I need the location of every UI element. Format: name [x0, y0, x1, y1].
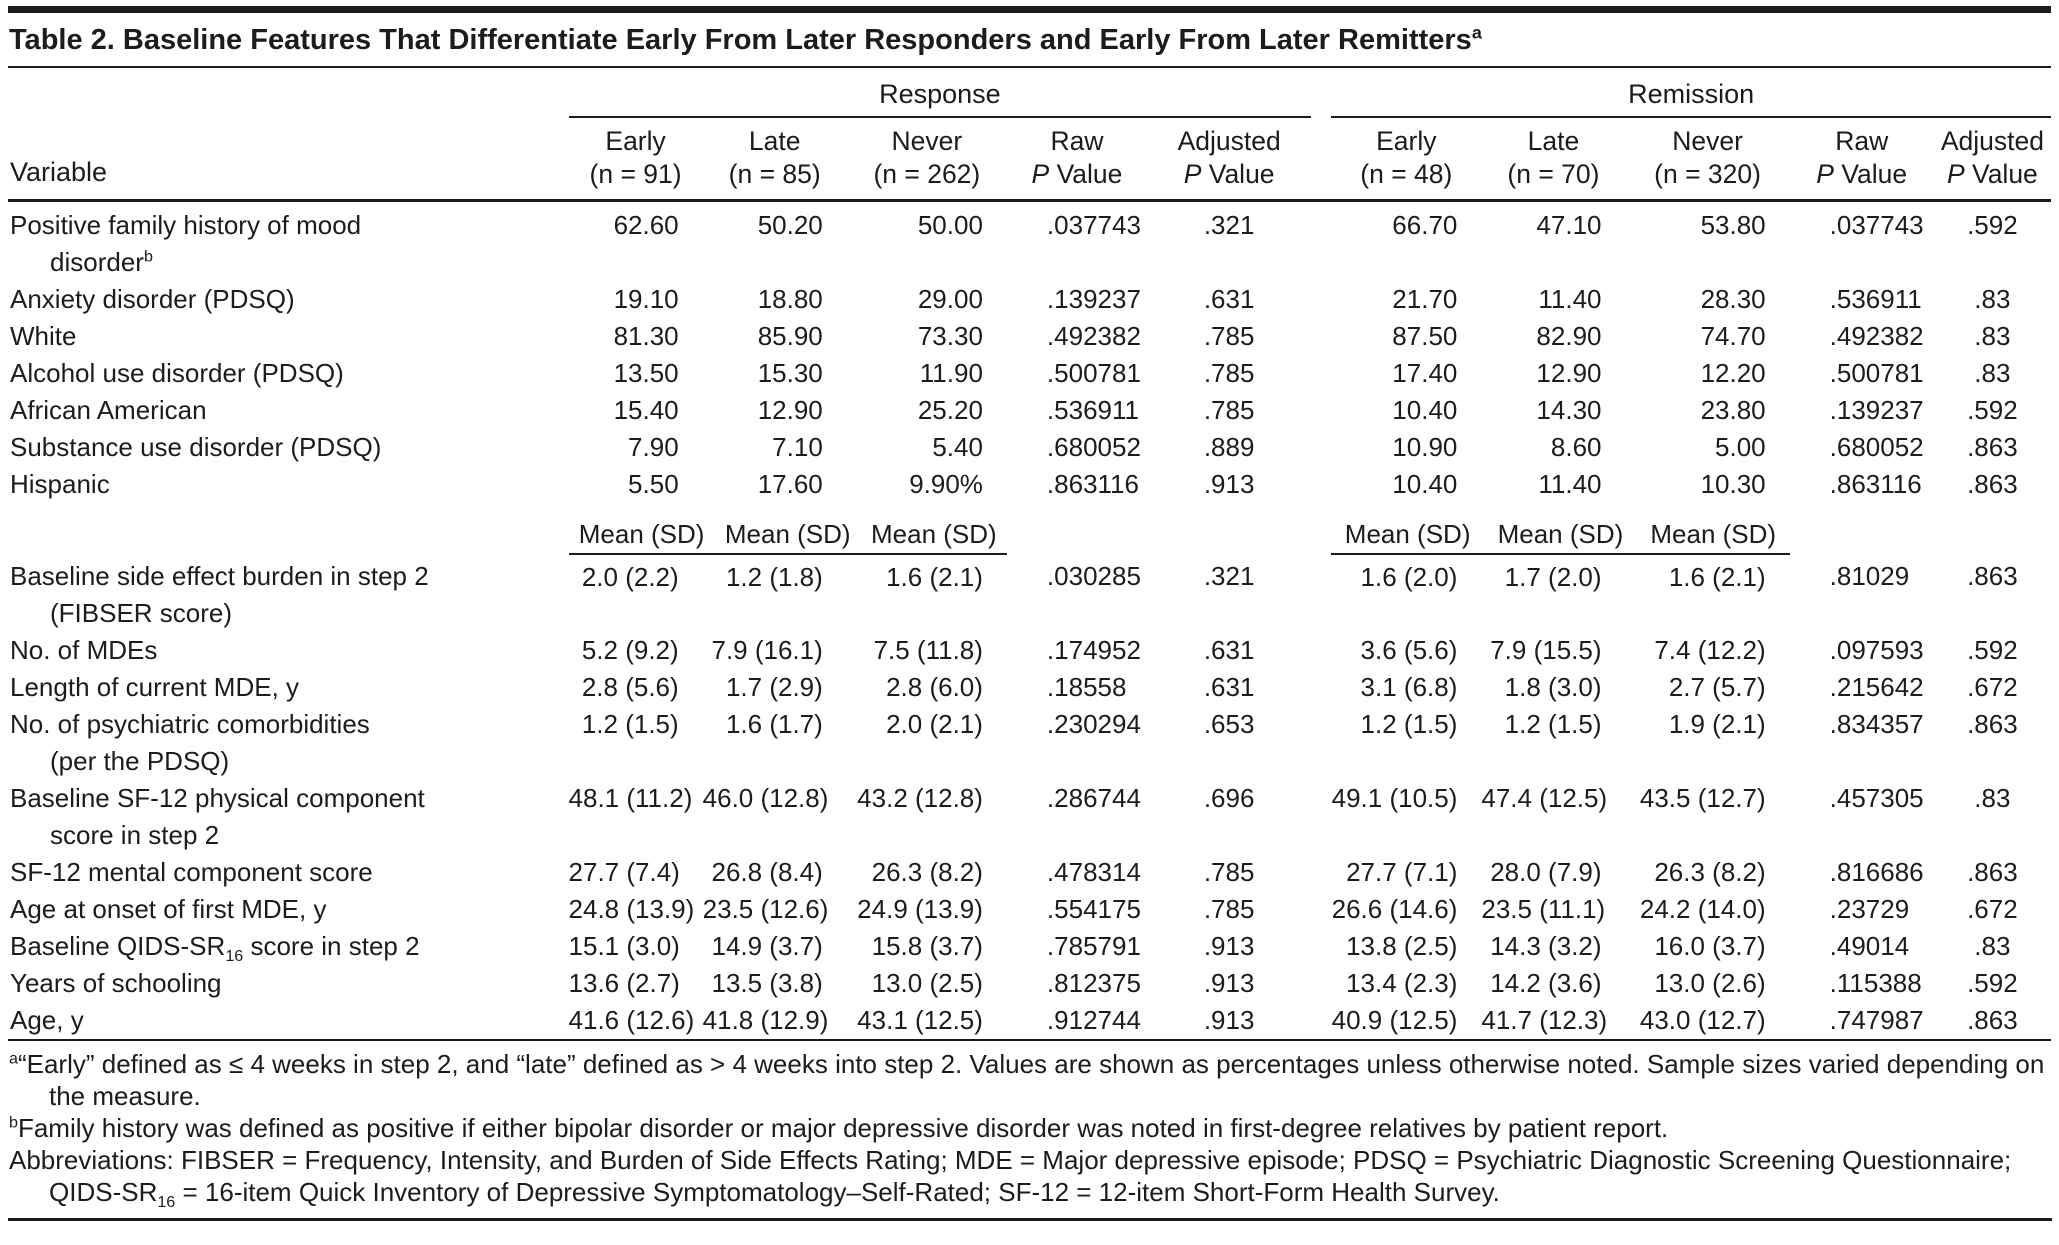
cell-response-late: 17.60 [757, 469, 823, 499]
table-row [8, 554, 2051, 632]
table-row [8, 281, 2051, 318]
cell-response-late: 50.20 [757, 210, 823, 240]
column-spacer [1311, 1002, 1331, 1040]
row-label: African American [10, 395, 207, 425]
column-header-remission-early: Early (n = 48) [1331, 117, 1481, 201]
cell-remission-raw-p: .500781 [1829, 358, 1924, 388]
cell-remission-early: 40.9 (12.5) [1331, 1002, 1481, 1040]
cell-remission-raw-p: .139237 [1829, 395, 1924, 425]
cell-response-early: 27.7 (7.4) [568, 857, 680, 887]
cell-response-raw-p: .037743 [1046, 210, 1141, 240]
cell-response-early: 81.30 [613, 321, 679, 351]
cell-response-raw-p: .18558 [1046, 672, 1127, 702]
column-spacer [1311, 429, 1331, 466]
row-label: White [10, 321, 77, 351]
cell-remission-late: 47.4 (12.5) [1481, 783, 1608, 813]
cell-remission-never: 28.30 [1700, 284, 1766, 314]
mean-sd-remission: Mean (SD) Mean (SD) Mean (SD) [1331, 503, 1789, 554]
cell-response-adjusted-p: .321 [1203, 561, 1255, 591]
cell-remission-raw-p: .536911 [1829, 284, 1922, 314]
cell-remission-adjusted-p: .863 [1967, 432, 2018, 462]
column-header-response-late: Late (n = 85) [703, 117, 847, 201]
cell-remission-never: 1.6 (2.1) [1668, 562, 1766, 592]
cell-remission-never: 13.0 (2.6) [1654, 968, 1766, 998]
cell-remission-raw-p: .115388 [1829, 968, 1922, 998]
cell-remission-adjusted-p: .672 [1967, 672, 2018, 702]
cell-response-raw-p: .286744 [1046, 783, 1141, 813]
column-spacer [1311, 466, 1331, 503]
table-row [8, 928, 2051, 965]
cell-response-late: 23.5 (12.6) [702, 894, 829, 924]
cell-remission-late: 12.90 [1536, 358, 1602, 388]
cell-remission-late: 14.3 (3.2) [1490, 931, 1602, 961]
cell-remission-never: 24.2 (14.0) [1639, 894, 1766, 924]
cell-response-never: 43.1 (12.5) [847, 1002, 1007, 1040]
table-title-footnote-marker: a [1471, 22, 1482, 43]
column-header-remission-never: Never (n = 320) [1626, 117, 1790, 201]
cell-response-adjusted-p: .785 [1203, 857, 1255, 887]
cell-response-early: 62.60 [613, 210, 679, 240]
cell-response-adjusted-p: .631 [1203, 672, 1255, 702]
cell-remission-early: 1.2 (1.5) [1360, 709, 1458, 739]
table-row [8, 466, 2051, 503]
cell-remission-never: 26.3 (8.2) [1654, 857, 1766, 887]
cell-response-late: 15.30 [757, 358, 823, 388]
cell-remission-early: 49.1 (10.5) [1331, 783, 1458, 813]
cell-response-adjusted-p: .631 [1203, 635, 1255, 665]
cell-remission-early: 66.70 [1392, 210, 1458, 240]
cell-response-raw-p: .030285 [1046, 561, 1141, 591]
cell-remission-early: 13.8 (2.5) [1346, 931, 1458, 961]
cell-remission-late: 82.90 [1536, 321, 1602, 351]
cell-remission-adjusted-p: .592 [1967, 635, 2018, 665]
cell-remission-adjusted-p: .863 [1967, 709, 2018, 739]
column-header-remission-late: Late (n = 70) [1481, 117, 1625, 201]
cell-remission-early: 3.1 (6.8) [1360, 672, 1458, 702]
cell-response-late: 7.9 (16.1) [711, 635, 823, 665]
cell-response-late: 1.2 (1.8) [725, 562, 823, 592]
cell-remission-raw-p: .816686 [1829, 857, 1924, 887]
cell-response-never: 29.00 [917, 284, 983, 314]
cell-response-early: 15.40 [613, 395, 679, 425]
table-row [8, 706, 2051, 780]
column-spacer [1311, 281, 1331, 318]
cell-remission-raw-p: .49014 [1829, 931, 1910, 961]
row-label: No. of psychiatric comorbidities (per the PDSQ) [10, 709, 370, 776]
cell-response-adjusted-p: .785 [1203, 358, 1255, 388]
cell-remission-raw-p: .097593 [1829, 635, 1924, 665]
row-label: Alcohol use disorder (PDSQ) [10, 358, 344, 388]
cell-remission-early: 10.90 [1392, 432, 1458, 462]
row-label: Substance use disorder (PDSQ) [10, 432, 382, 462]
column-header-response-raw-p: Raw P Value [1007, 117, 1147, 201]
cell-response-adjusted-p: .889 [1203, 432, 1255, 462]
cell-response-never: 73.30 [917, 321, 983, 351]
footnote-b: $^b$Family history was defined as positive if either bipolar disorder or major depressive disorder was noted in first-degree relatives by patient report. [9, 1113, 1669, 1143]
column-spacer [1311, 669, 1331, 706]
cell-response-early: 5.2 (9.2) [581, 635, 679, 665]
cell-remission-never: 23.80 [1700, 395, 1766, 425]
group-header-row [8, 68, 2051, 117]
column-spacer [1311, 392, 1331, 429]
cell-response-never: 13.0 (2.5) [871, 968, 983, 998]
cell-response-early: 2.0 (2.2) [581, 562, 679, 592]
cell-response-adjusted-p: .913 [1147, 1002, 1311, 1040]
cell-remission-late: 8.60 [1550, 432, 1602, 462]
cell-remission-adjusted-p: .863 [1967, 857, 2018, 887]
mean-sd-subheader-row [8, 503, 2051, 554]
row-label: Age, y [8, 1002, 569, 1040]
cell-response-never: 25.20 [917, 395, 983, 425]
cell-response-late: 12.90 [757, 395, 823, 425]
table-row [8, 854, 2051, 891]
cell-response-adjusted-p: .785 [1203, 321, 1255, 351]
row-label: Years of schooling [10, 968, 222, 998]
column-spacer [1311, 632, 1331, 669]
cell-response-adjusted-p: .913 [1203, 469, 1255, 499]
cell-response-raw-p: .554175 [1046, 894, 1141, 924]
column-spacer [1311, 554, 1331, 632]
cell-response-never: 50.00 [917, 210, 983, 240]
cell-remission-raw-p: .215642 [1829, 672, 1924, 702]
cell-response-adjusted-p: .631 [1203, 284, 1255, 314]
data-table [8, 68, 2051, 1041]
table-row [8, 965, 2051, 1002]
table-row [8, 355, 2051, 392]
cell-remission-early: 10.40 [1392, 469, 1458, 499]
cell-remission-early: 17.40 [1392, 358, 1458, 388]
cell-remission-late: 11.40 [1538, 284, 1602, 314]
row-label: Length of current MDE, y [10, 672, 300, 702]
table-row [8, 1002, 2051, 1040]
cell-remission-adjusted-p: .672 [1967, 894, 2018, 924]
cell-response-early: 15.1 (3.0) [568, 931, 680, 961]
cell-response-early: 1.2 (1.5) [581, 709, 679, 739]
cell-response-raw-p: .500781 [1046, 358, 1141, 388]
column-spacer [1311, 201, 1331, 282]
cell-response-early: 19.10 [613, 284, 679, 314]
table-row [8, 429, 2051, 466]
footnote-a: $^a$“Early” defined as ≤ 4 weeks in step 2, and “late” defined as > 4 weeks into step 2. Values are shown as percentages unless otherwise noted. Sample sizes varied depending on the measure. [9, 1049, 2045, 1111]
cell-remission-never: 1.9 (2.1) [1668, 709, 1766, 739]
cell-response-early: 13.50 [613, 358, 679, 388]
cell-remission-late: 14.2 (3.6) [1490, 968, 1602, 998]
cell-response-late: 41.8 (12.9) [703, 1002, 847, 1040]
cell-response-never: 11.90 [919, 358, 983, 388]
cell-remission-raw-p: .863116 [1829, 469, 1922, 499]
cell-remission-never: 43.0 (12.7) [1626, 1002, 1790, 1040]
cell-response-never: 26.3 (8.2) [871, 857, 983, 887]
column-spacer [1311, 318, 1331, 355]
cell-remission-never: 5.00 [1715, 432, 1766, 462]
cell-remission-adjusted-p: .83 [1974, 321, 2011, 351]
cell-response-raw-p: .478314 [1046, 857, 1141, 887]
cell-remission-never: 43.5 (12.7) [1639, 783, 1766, 813]
cell-remission-raw-p: .037743 [1829, 210, 1924, 240]
column-spacer [1311, 68, 1331, 201]
row-label: SF-12 mental component score [10, 857, 373, 887]
cell-remission-raw-p: .81029 [1829, 561, 1910, 591]
cell-remission-raw-p: .23729 [1829, 894, 1910, 924]
cell-remission-late: 1.7 (2.0) [1504, 562, 1602, 592]
cell-remission-late: 1.8 (3.0) [1504, 672, 1602, 702]
cell-response-raw-p: .536911 [1046, 395, 1139, 425]
cell-response-raw-p: .492382 [1046, 321, 1141, 351]
cell-remission-raw-p: .680052 [1829, 432, 1924, 462]
cell-response-early: 2.8 (5.6) [581, 672, 679, 702]
cell-remission-early: 27.7 (7.1) [1346, 857, 1458, 887]
cell-remission-raw-p: .492382 [1829, 321, 1924, 351]
group-header-remission: Remission [1331, 68, 2051, 117]
cell-remission-early: 3.6 (5.6) [1360, 635, 1458, 665]
cell-remission-raw-p: .834357 [1829, 709, 1924, 739]
cell-response-never: 9.90% [909, 469, 983, 499]
row-label: Positive family history of mood disorder$^b$ [10, 210, 362, 277]
cell-response-raw-p: .863116 [1046, 469, 1139, 499]
cell-remission-late: 41.7 (12.3) [1481, 1002, 1625, 1040]
cell-response-early: 13.6 (2.7) [568, 968, 680, 998]
table-row [8, 891, 2051, 928]
cell-response-adjusted-p: .321 [1203, 210, 1255, 240]
page-title [8, 13, 2051, 68]
top-rule [8, 6, 2051, 13]
table-row [8, 669, 2051, 706]
row-label: Age at onset of first MDE, y [10, 894, 327, 924]
cell-remission-late: 7.9 (15.5) [1490, 635, 1602, 665]
column-header-remission-adjusted-p: Adjusted P Value [1934, 117, 2051, 201]
table-row [8, 780, 2051, 854]
cell-remission-late: 1.2 (1.5) [1504, 709, 1602, 739]
cell-remission-late: 11.40 [1538, 469, 1602, 499]
cell-remission-early: 13.4 (2.3) [1346, 968, 1458, 998]
row-label: Baseline QIDS-$SR_{16}$ score in step 2 [10, 931, 420, 966]
cell-response-raw-p: .680052 [1046, 432, 1141, 462]
cell-remission-never: 2.7 (5.7) [1668, 672, 1766, 702]
cell-response-never: 2.0 (2.1) [886, 709, 983, 739]
cell-remission-early: 21.70 [1392, 284, 1458, 314]
cell-response-early: 5.50 [628, 469, 679, 499]
column-spacer [1311, 780, 1331, 854]
cell-remission-adjusted-p: .83 [1974, 783, 2011, 813]
column-header-response-early: Early (n = 91) [569, 117, 703, 201]
cell-response-late: 85.90 [757, 321, 823, 351]
cell-response-raw-p: .139237 [1046, 284, 1141, 314]
table-row [8, 201, 2051, 282]
cell-remission-adjusted-p: .83 [1974, 284, 2011, 314]
cell-response-never: 2.8 (6.0) [886, 672, 983, 702]
cell-response-raw-p: .230294 [1046, 709, 1141, 739]
table-title-text: Table 2. Baseline Features That Differentiate Early From Later Responders and Early From Later Remitters [9, 24, 1472, 56]
cell-remission-adjusted-p: .592 [1967, 968, 2018, 998]
cell-remission-early: 10.40 [1392, 395, 1458, 425]
cell-remission-adjusted-p: .83 [1974, 358, 2011, 388]
group-header-response: Response [569, 68, 1312, 117]
cell-remission-early: 87.50 [1392, 321, 1458, 351]
cell-response-adjusted-p: .913 [1203, 968, 1255, 998]
cell-remission-early: 1.6 (2.0) [1360, 562, 1458, 592]
cell-response-late: 1.6 (1.7) [725, 709, 823, 739]
column-spacer [1311, 854, 1331, 891]
cell-remission-adjusted-p: .83 [1974, 931, 2011, 961]
cell-remission-early: 26.6 (14.6) [1331, 894, 1458, 924]
cell-response-raw-p: .912744 [1007, 1002, 1147, 1040]
column-spacer [1311, 928, 1331, 965]
cell-remission-never: 12.20 [1700, 358, 1766, 388]
cell-response-never: 5.40 [932, 432, 983, 462]
cell-response-late: 46.0 (12.8) [702, 783, 829, 813]
cell-response-adjusted-p: .785 [1203, 894, 1255, 924]
cell-response-adjusted-p: .653 [1203, 709, 1255, 739]
cell-response-early: 7.90 [628, 432, 679, 462]
row-label: Anxiety disorder (PDSQ) [10, 284, 295, 314]
cell-remission-late: 23.5 (11.1) [1481, 894, 1606, 924]
cell-response-never: 43.2 (12.8) [857, 783, 983, 813]
row-label: Hispanic [10, 469, 110, 499]
cell-response-raw-p: .174952 [1046, 635, 1141, 665]
cell-response-early: 41.6 (12.6) [569, 1002, 703, 1040]
row-label: Baseline side effect burden in step 2 (FIBSER score) [10, 561, 429, 628]
table-row [8, 632, 2051, 669]
cell-remission-raw-p: .457305 [1829, 783, 1924, 813]
table-row [8, 318, 2051, 355]
column-spacer [1311, 503, 1331, 554]
column-header-response-adjusted-p: Adjusted P Value [1147, 117, 1311, 201]
cell-response-adjusted-p: .913 [1203, 931, 1255, 961]
cell-response-early: 48.1 (11.2) [568, 783, 693, 813]
cell-response-never: 24.9 (13.9) [857, 894, 983, 924]
footnotes [8, 1041, 2052, 1221]
cell-remission-raw-p: .747987 [1790, 1002, 1934, 1040]
cell-remission-adjusted-p: .863 [1967, 469, 2018, 499]
column-spacer [1311, 891, 1331, 928]
cell-remission-late: 14.30 [1536, 395, 1602, 425]
cell-response-late: 14.9 (3.7) [711, 931, 823, 961]
footnote-abbreviations: Abbreviations: FIBSER = Frequency, Intensity, and Burden of Side Effects Rating; MDE = Major depressive episode; PDSQ = Psychiatric Diagnostic Screening Questionnaire; QIDS-$SR_{16}$ = 16-item Quick Inventory of Depressive Symptomatology–Self-Rated; SF-12 = 12-item Short-Form Health Survey. [9, 1145, 2012, 1212]
cell-remission-adjusted-p: .592 [1967, 210, 2018, 240]
cell-remission-adjusted-p: .863 [1934, 1002, 2051, 1040]
column-header-remission-raw-p: Raw P Value [1790, 117, 1934, 201]
column-spacer [1311, 706, 1331, 780]
column-header-response-never: Never (n = 262) [847, 117, 1007, 201]
cell-response-raw-p: .785791 [1046, 931, 1141, 961]
cell-response-late: 7.10 [772, 432, 823, 462]
row-label: No. of MDEs [10, 635, 158, 665]
column-spacer [1311, 355, 1331, 392]
mean-sd-response: Mean (SD) Mean (SD) Mean (SD) [569, 503, 1007, 554]
cell-response-never: 1.6 (2.1) [886, 562, 983, 592]
variable-column-header: Variable [8, 68, 569, 201]
table-row [8, 392, 2051, 429]
row-label: Baseline SF-12 physical component score in step 2 [10, 783, 425, 850]
cell-remission-adjusted-p: .863 [1967, 561, 2018, 591]
column-spacer [1311, 965, 1331, 1002]
cell-response-adjusted-p: .696 [1203, 783, 1255, 813]
cell-response-raw-p: .812375 [1046, 968, 1141, 998]
cell-remission-never: 74.70 [1700, 321, 1766, 351]
cell-response-early: 24.8 (13.9) [568, 894, 695, 924]
cell-response-never: 7.5 (11.8) [873, 635, 983, 665]
cell-response-late: 13.5 (3.8) [711, 968, 823, 998]
cell-remission-late: 28.0 (7.9) [1490, 857, 1602, 887]
cell-remission-never: 10.30 [1700, 469, 1766, 499]
cell-remission-never: 53.80 [1700, 210, 1766, 240]
cell-response-late: 1.7 (2.9) [725, 672, 823, 702]
cell-response-adjusted-p: .785 [1203, 395, 1255, 425]
cell-response-late: 18.80 [757, 284, 823, 314]
cell-remission-adjusted-p: .592 [1967, 395, 2018, 425]
cell-remission-never: 7.4 (12.2) [1654, 635, 1766, 665]
cell-response-late: 26.8 (8.4) [711, 857, 823, 887]
cell-remission-late: 47.10 [1536, 210, 1602, 240]
cell-response-never: 15.8 (3.7) [871, 931, 983, 961]
cell-remission-never: 16.0 (3.7) [1654, 931, 1766, 961]
